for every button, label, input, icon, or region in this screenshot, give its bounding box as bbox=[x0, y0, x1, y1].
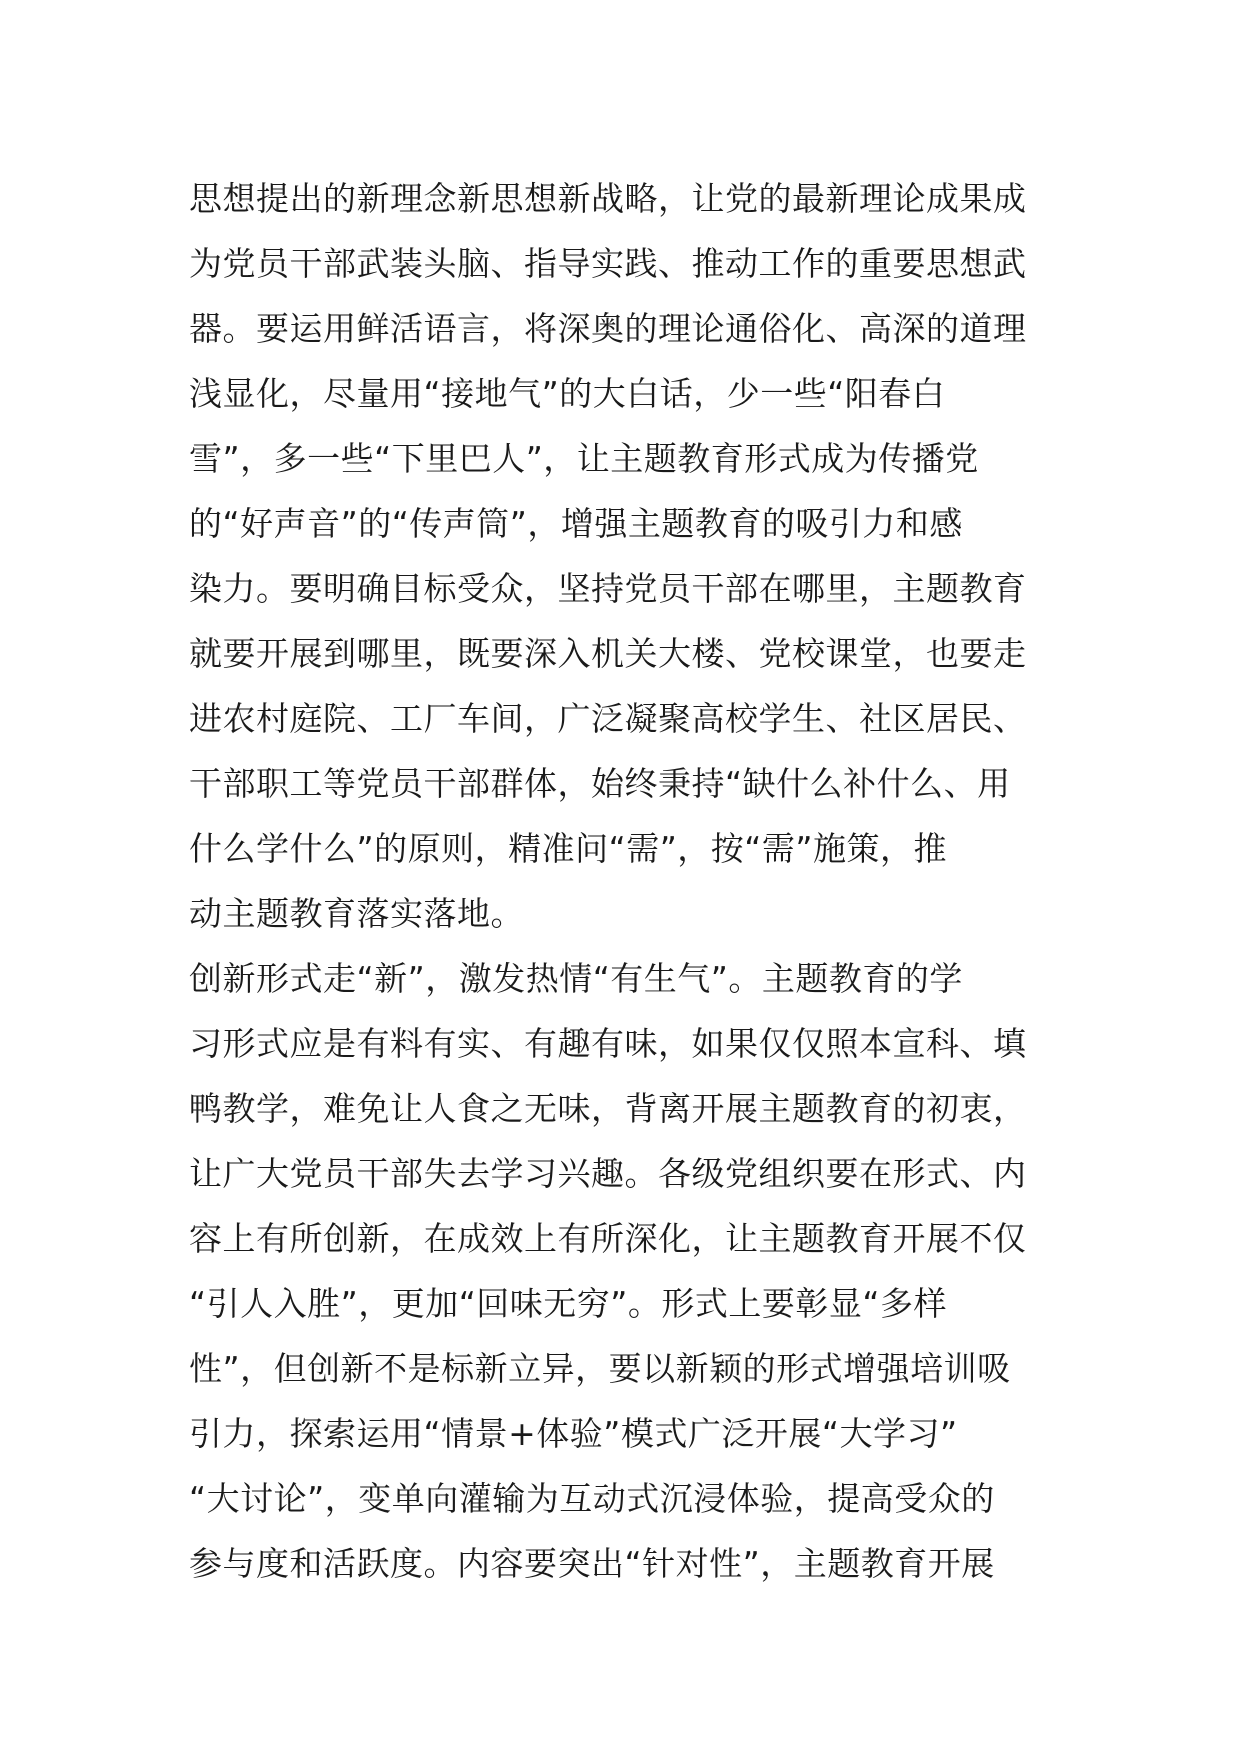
text-line: 器。要运用鲜活语言，将深奥的理论通俗化、高深的道理 bbox=[189, 309, 1027, 348]
text-line: 思想提出的新理念新思想新战略，让党的最新理论成果成 bbox=[189, 179, 1027, 218]
text-line: 参与度和活跃度。内容要突出“针对性”，主题教育开展 bbox=[189, 1544, 995, 1583]
text-line: 创新形式走“新”，激发热情“有生气”。主题教育的学 bbox=[189, 959, 963, 998]
text-line: 干部职工等党员干部群体，始终秉持“缺什么补什么、用 bbox=[189, 764, 1011, 803]
text-line: 为党员干部武装头脑、指导实践、推动工作的重要思想武 bbox=[189, 244, 1027, 283]
text-line: 鸭教学，难免让人食之无味，背离开展主题教育的初衷， bbox=[189, 1089, 1027, 1128]
text-line: 的“好声音”的“传声筒”，增强主题教育的吸引力和感 bbox=[189, 504, 963, 543]
text-line: 雪”，多一些“下里巴人”，让主题教育形式成为传播党 bbox=[189, 439, 979, 478]
text-line: 让广大党员干部失去学习兴趣。各级党组织要在形式、内 bbox=[189, 1154, 1027, 1193]
text-line: 习形式应是有料有实、有趣有味，如果仅仅照本宣科、填 bbox=[189, 1024, 1027, 1063]
text-line: 性”，但创新不是标新立异，要以新颖的形式增强培训吸 bbox=[189, 1349, 1011, 1388]
text-line: “引人入胜”，更加“回味无穷”。形式上要彰显“多样 bbox=[189, 1284, 947, 1323]
text-line: 染力。要明确目标受众，坚持党员干部在哪里，主题教育 bbox=[189, 569, 1027, 608]
text-line: 就要开展到哪里，既要深入机关大楼、党校课堂，也要走 bbox=[189, 634, 1027, 673]
text-line: 引力，探索运用“情景+体验”模式广泛开展“大学习” bbox=[189, 1414, 958, 1453]
text-line: 动主题教育落实落地。 bbox=[189, 894, 524, 933]
text-line: 容上有所创新，在成效上有所深化，让主题教育开展不仅 bbox=[189, 1219, 1027, 1258]
text-line: “大讨论”，变单向灌输为互动式沉浸体验，提高受众的 bbox=[189, 1479, 995, 1518]
body-text bbox=[189, 166, 1059, 1596]
text-line: 什么学什么”的原则，精准问“需”，按“需”施策，推 bbox=[189, 829, 947, 868]
text-line: 进农村庭院、工厂车间，广泛凝聚高校学生、社区居民、 bbox=[189, 699, 1027, 738]
text-line: 浅显化，尽量用“接地气”的大白话，少一些“阳春白 bbox=[189, 374, 946, 413]
